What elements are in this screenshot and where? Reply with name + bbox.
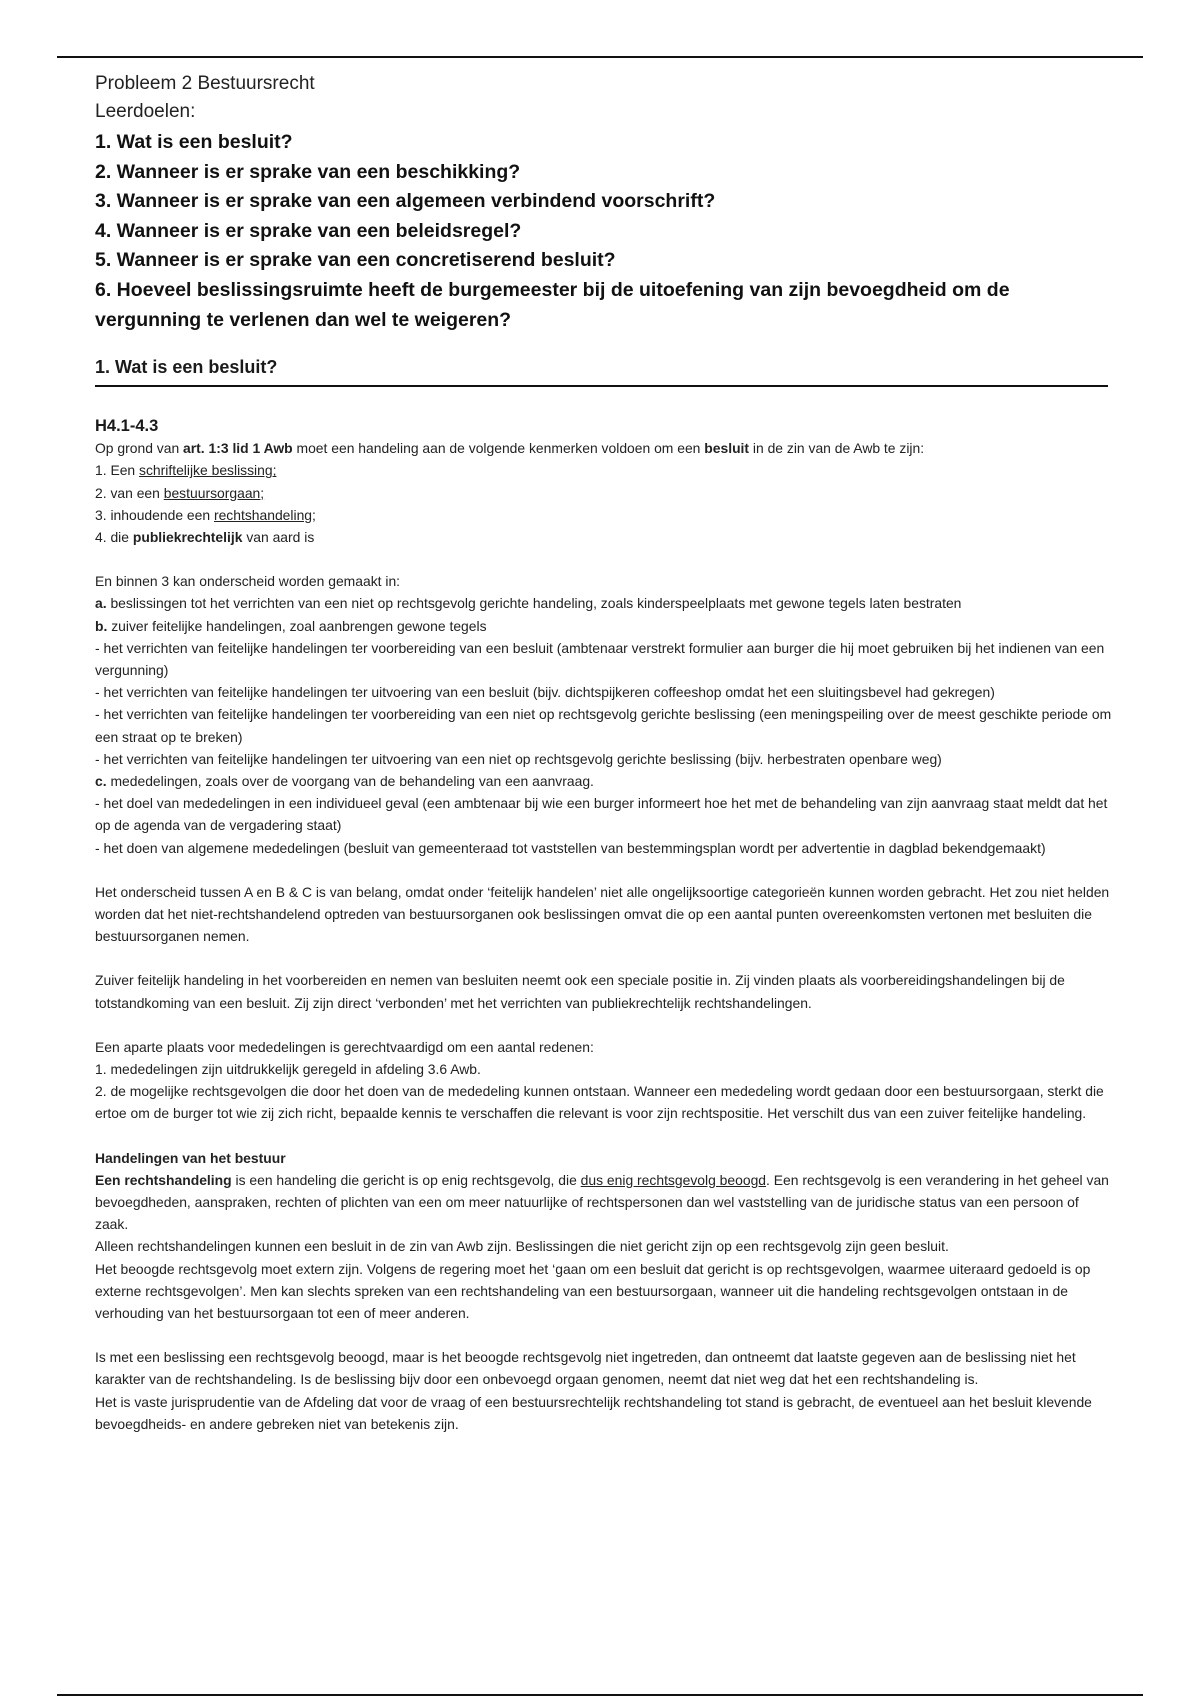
reason-item: 2. de mogelijke rechtsgevolgen die door het doen van de mededeling kunnen ontstaan. Wanneer een mededeling wordt gedaan door een bestuursorgaan, sterkt die ertoe om de burger tot wie zij zich richt, bepaalde kennis te verschaffen die relevant is voor zijn rechtspositie. Het verschilt dus van een zuiver feitelijke handeling. xyxy=(95,1083,1104,1122)
category-b-item: - het verrichten van feitelijke handelingen ter uitvoering van een besluit (bijv. dichtspijkeren coffeeshop omdat het een sluitingsbevel had gekregen) xyxy=(95,684,995,701)
learning-goal-4: 4. Wanneer is er sprake van een beleidsregel? xyxy=(95,219,522,242)
paragraph-aparte-plaats: Een aparte plaats voor mededelingen is gerechtvaardigd om een aantal redenen: xyxy=(95,1038,594,1055)
chapter-reference: H4.1-4.3 xyxy=(95,417,159,436)
paragraph-beoogd: Is met een beslissing een rechtsgevolg beoogd, maar is het beoogde rechtsgevolg niet ingetreden, dan ontneemt dat laatste gegeven aan de beslissing niet het karakter van de rechtshandeling. Is de beslissing bijv door een onbevoegd orgaan genomen, neemt dat niet weg dat het een rechtshandeling is. xyxy=(95,1349,1076,1388)
category-b-item: - het verrichten van feitelijke handelingen ter uitvoering van een niet op rechtsgevolg gerichte beslissing (bijv. herbestraten openbare weg) xyxy=(95,750,942,767)
paragraph-onderscheid: Het onderscheid tussen A en B & C is van belang, omdat onder ‘feitelijk handelen’ niet alle ongelijksoortige categorieën kunnen worden gebracht. Het zou niet helden worden dat het niet-rechtshandelend optreden van bestuursorganen ook beslissingen omvat die op een aantal punten overeenkomsten vertonen met besluiten die bestuursorganen nemen. xyxy=(95,883,1110,945)
paragraph-jurisprudentie: Het is vaste jurisprudentie van de Afdeling dat voor de vraag of een bestuursrechtelijk rechtshandeling tot stand is gebracht, de eventueel aan het besluit klevende bevoegdheids- en andere gebreken niet van betekenis zijn. xyxy=(95,1393,1092,1432)
criterion-4: 4. die publiekrechtelijk van aard is xyxy=(95,528,315,545)
spacer xyxy=(95,947,1115,969)
learning-goals-list xyxy=(95,128,1115,335)
spacer xyxy=(95,1125,1115,1147)
spacer xyxy=(95,548,1115,570)
section-body xyxy=(95,437,1115,1435)
section-heading: 1. Wat is een besluit? xyxy=(95,357,278,378)
category-b: b. zuiver feitelijke handelingen, zoal aanbrengen gewone tegels xyxy=(95,617,487,634)
category-c-item: - het doel van mededelingen in een individueel geval (een ambtenaar bij wie een burger informeert hoe het met de behandeling van zijn aanvraag staat meldt dat het op de agenda van de vergadering staat) xyxy=(95,795,1108,834)
paragraph-alleen: Alleen rechtshandelingen kunnen een besluit in de zin van Awb zijn. Beslissingen die niet gericht zijn op een rechtsgevolg zijn geen besluit. xyxy=(95,1238,949,1255)
document-page xyxy=(95,70,1115,1435)
learning-goals-label: Leerdoelen: xyxy=(95,101,196,122)
paragraph-extern: Het beoogde rechtsgevolg moet extern zijn. Volgens de regering moet het ‘gaan om een besluit dat gericht is op rechtsgevolgen, waarmee uiteraard gedoeld is op externe rechtsgevolgen’. Men kan slechts spreken van een rechtshandeling van een bestuursorgaan, wanneer uit die handeling rechtsgevolgen ontstaan in de verhouding van het bestuursorgaan tot een of meer anderen. xyxy=(95,1260,1091,1322)
top-rule xyxy=(57,56,1143,58)
learning-goal-5: 5. Wanneer is er sprake van een concretiserend besluit? xyxy=(95,249,616,272)
spacer xyxy=(95,1014,1115,1036)
category-c: c. mededelingen, zoals over de voorgang van de behandeling van een aanvraag. xyxy=(95,773,594,789)
category-a: a. beslissingen tot het verrichten van een niet op rechtsgevolg gerichte handeling, zoals kinderspeelplaats met gewone tegels laten bestraten xyxy=(95,595,962,612)
section-rule xyxy=(95,385,1108,387)
criterion-1: 1. Een schriftelijke beslissing; xyxy=(95,462,277,479)
category-b-item: - het verrichten van feitelijke handelingen ter voorbereiding van een besluit (ambtenaar verstrekt formulier aan burger die hij moet gebruiken bij het indienen van een vergunning) xyxy=(95,639,1105,678)
learning-goal-2: 2. Wanneer is er sprake van een beschikking? xyxy=(95,160,521,183)
learning-goal-1: 1. Wat is een besluit? xyxy=(95,131,293,153)
subsection-heading: Handelingen van het bestuur xyxy=(95,1149,286,1166)
spacer xyxy=(95,1324,1115,1346)
spacer xyxy=(95,859,1115,881)
category-c-item: - het doen van algemene mededelingen (besluit van gemeenteraad tot vaststellen van bestemmingsplan wordt per advertentie in dagblad bekendgemaakt) xyxy=(95,839,1046,856)
intro-paragraph: Op grond van art. 1:3 lid 1 Awb moet een handeling aan de volgende kenmerken voldoen om een besluit in de zin van de Awb te zijn: xyxy=(95,440,925,457)
learning-goal-6: 6. Hoeveel beslissingsruimte heeft de burgemeester bij de uitoefening van zijn bevoegdheid om de vergunning te verlenen dan wel te weigeren? xyxy=(95,278,1010,331)
learning-goal-3: 3. Wanneer is er sprake van een algemeen verbindend voorschrift? xyxy=(95,190,716,213)
criterion-3: 3. inhoudende een rechtshandeling; xyxy=(95,506,316,523)
category-b-item: - het verrichten van feitelijke handelingen ter voorbereiding van een niet op rechtsgevolg gerichte beslissing (een meningspeiling over de meest geschikte periode om een straat op te breken) xyxy=(95,706,1112,745)
criterion-2: 2. van een bestuursorgaan; xyxy=(95,484,265,501)
paragraph-zuiver-feitelijk: Zuiver feitelijk handeling in het voorbereiden en nemen van besluiten neemt ook een speciale positie in. Zij vinden plaats als voorbereidingshandelingen bij de totstandkoming van een besluit. Zij zijn direct ‘verbonden’ met het verrichten van publiekrechtelijk rechtshandelingen. xyxy=(95,972,1065,1011)
split-intro: En binnen 3 kan onderscheid worden gemaakt in: xyxy=(95,573,401,590)
reason-item: 1. mededelingen zijn uitdrukkelijk geregeld in afdeling 3.6 Awb. xyxy=(95,1061,481,1078)
paragraph-rechtshandeling: Een rechtshandeling is een handeling die gericht is op enig rechtsgevolg, die dus enig rechtsgevolg beoogd. Een rechtsgevolg is een verandering in het geheel van bevoegdheden, aanspraken, rechten of plichten van een om meer natuurlijke of rechtspersonen dan wel vaststelling van de juridische status van een persoon of zaak. xyxy=(95,1171,1109,1233)
bottom-rule xyxy=(57,1694,1143,1696)
document-title: Probleem 2 Bestuursrecht xyxy=(95,73,315,94)
